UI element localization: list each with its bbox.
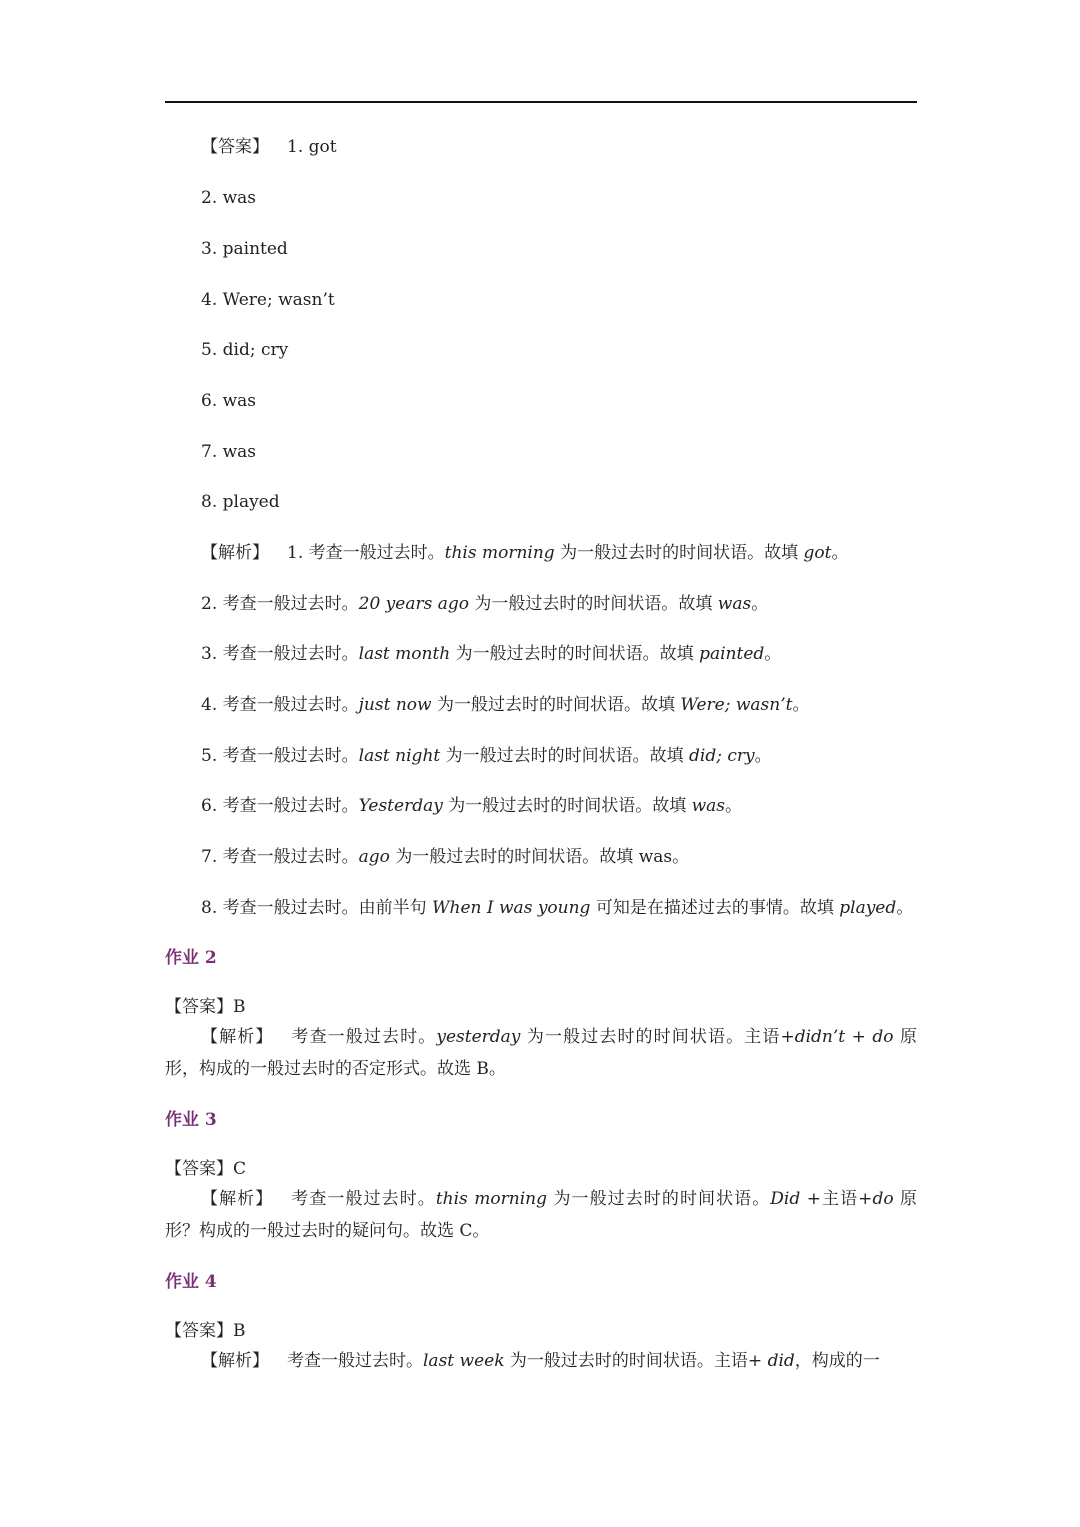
analysis-line-6: 6. 考查一般过去时。Yesterday 为一般过去时的时间状语。故填 was。 <box>201 796 743 816</box>
answer-label: 【答案】 <box>201 137 269 157</box>
homework-2-analysis: 【解析】 考查一般过去时。yesterday 为一般过去时的时间状语。主语+didn’t + do 原形，构成的一般过去时的否定形式。故选 B。 <box>165 1027 917 1079</box>
answer-line-7: 7. was <box>201 442 257 462</box>
homework-4-analysis: 【解析】 考查一般过去时。last week 为一般过去时的时间状语。主语+ did，构成的一 <box>201 1351 880 1371</box>
analysis-line-3: 3. 考查一般过去时。last month 为一般过去时的时间状语。故填 painted。 <box>201 644 782 664</box>
answer-line-1 <box>201 135 337 159</box>
answer-line-8: 8. played <box>201 492 280 512</box>
answer-line-3: 3. painted <box>201 239 288 259</box>
analysis-line-8: 8. 考查一般过去时。由前半句 When I was young 可知是在描述过去的事情。故填 played。 <box>201 898 914 918</box>
analysis-line-2: 2. 考查一般过去时。20 years ago 为一般过去时的时间状语。故填 was。 <box>201 594 769 614</box>
homework-3-analysis: 【解析】 考查一般过去时。this morning 为一般过去时的时间状语。Did +主语+do 原形？构成的一般过去时的疑问句。故选 C。 <box>165 1189 918 1241</box>
analysis-line-4: 4. 考查一般过去时。just now 为一般过去时的时间状语。故填 Were; wasn’t。 <box>201 695 810 715</box>
analysis-label: 【解析】 <box>201 543 269 563</box>
answer-line-4: 4. Were; wasn’t <box>201 290 335 310</box>
answer-line-6: 6. was <box>201 391 257 411</box>
homework-4-answer: 【答案】B <box>165 1321 246 1341</box>
homework-3-title: 作业 3 <box>165 1110 217 1130</box>
answer-line-2: 2. was <box>201 188 257 208</box>
analysis-line-5: 5. 考查一般过去时。last night 为一般过去时的时间状语。故填 did; cry。 <box>201 746 772 766</box>
homework-2-title: 作业 2 <box>165 948 217 968</box>
analysis-line-7: 7. 考查一般过去时。ago 为一般过去时的时间状语。故填 was。 <box>201 847 690 867</box>
answer-line-5: 5. did; cry <box>201 340 289 360</box>
homework-3-answer: 【答案】C <box>165 1159 247 1179</box>
header-rule <box>165 101 917 103</box>
answer-item: 1. got <box>287 137 337 157</box>
homework-2-answer: 【答案】B <box>165 997 246 1017</box>
analysis-line-1: 【解析】 1. 考查一般过去时。this morning 为一般过去时的时间状语。故填 got。 <box>201 543 849 563</box>
homework-4-title: 作业 4 <box>165 1272 217 1292</box>
